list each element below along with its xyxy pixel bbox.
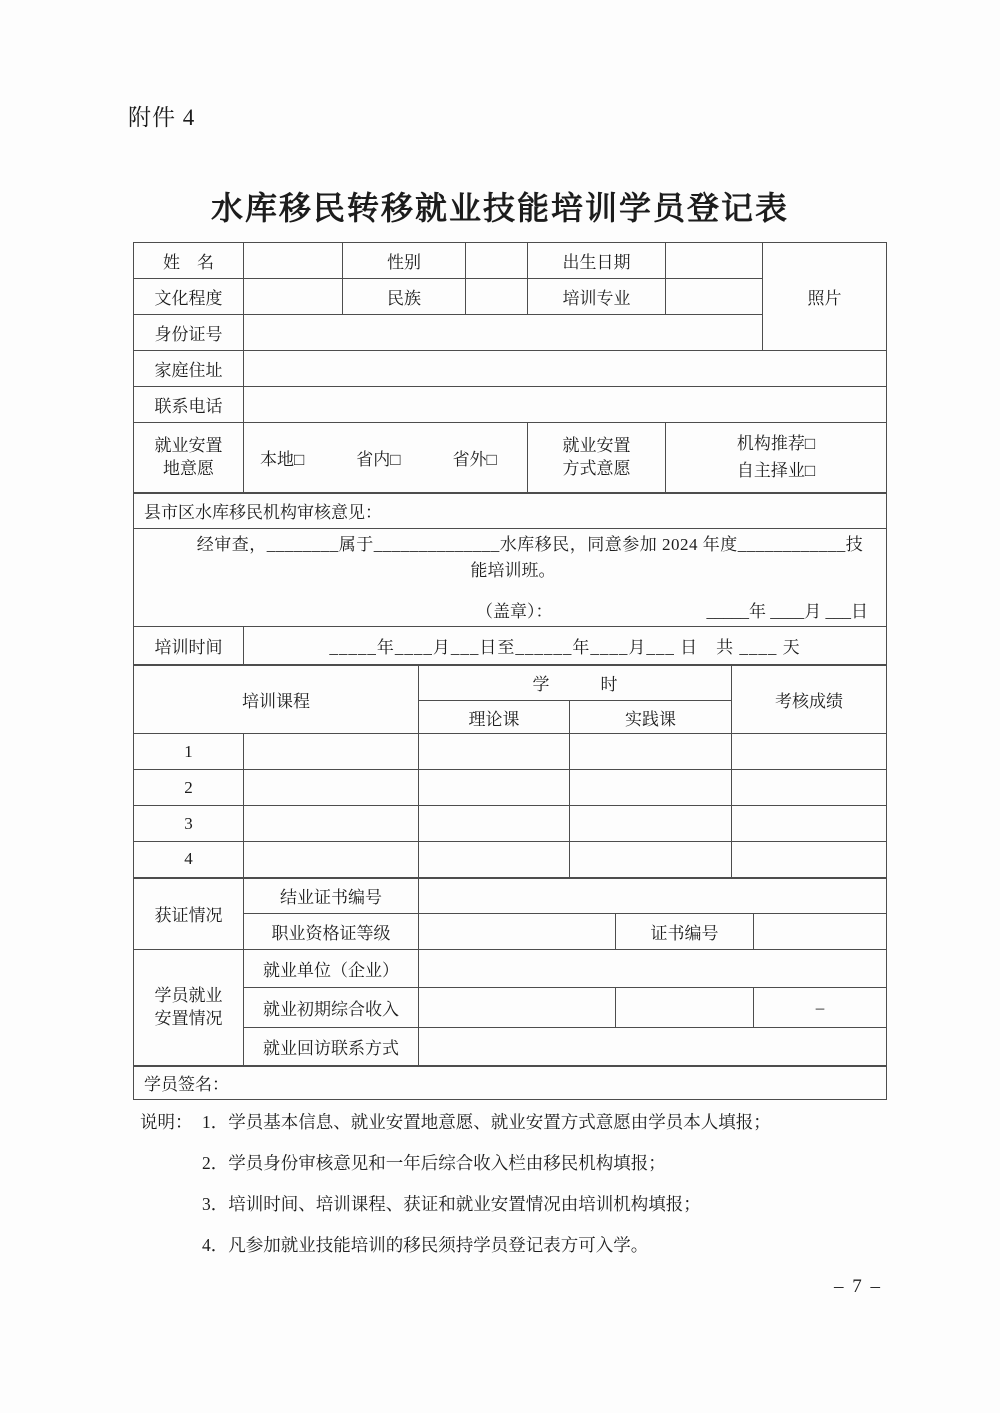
certificate-section-label: 获证情况: [134, 878, 244, 950]
note-line: [140, 1233, 888, 1257]
row-review-title: [134, 493, 887, 529]
name-value-cell: [244, 243, 343, 279]
cert-number-value-cell: [754, 914, 887, 950]
out-province-checkbox-option: 省外□: [452, 449, 497, 469]
practice-hours-cell: [570, 842, 732, 878]
theory-hours-cell: [419, 734, 570, 770]
income-range-dash: –: [754, 988, 887, 1028]
row-phone: [134, 387, 887, 423]
signature-label: 学员签名：: [134, 1066, 887, 1100]
education-label: 文化程度: [134, 279, 244, 315]
id-label: 身份证号: [134, 315, 244, 351]
seal-label: （盖章）：: [476, 601, 553, 621]
review-text-line2: 能培训班。: [470, 560, 556, 580]
practice-column-header: 实践课: [570, 701, 732, 734]
course-name-cell: [244, 734, 419, 770]
row-employer: [134, 950, 887, 988]
score-column-header: 考核成绩: [732, 665, 887, 734]
birth-value-cell: [666, 243, 763, 279]
phone-value-cell: [244, 387, 887, 423]
row-completion-cert: [134, 878, 887, 914]
placement-method-label: 就业安置 方式意愿: [528, 423, 666, 493]
income-value-cell-1: [419, 988, 616, 1028]
row-name: [134, 243, 887, 279]
placement-location-label: 就业安置 地意愿: [134, 423, 244, 493]
local-checkbox-option: 本地□: [260, 449, 305, 469]
hours-column-header: 学 时: [419, 665, 732, 701]
row-signature: [134, 1066, 887, 1100]
row-return-visit: [134, 1028, 887, 1066]
row-qualification-cert: [134, 914, 887, 950]
return-visit-value-cell: [419, 1028, 887, 1066]
employment-section-label: 学员就业 安置情况: [134, 950, 244, 1066]
ethnicity-label: 民族: [343, 279, 466, 315]
registration-form-table: [133, 242, 887, 1100]
theory-hours-cell: [419, 806, 570, 842]
review-title: 县市区水库移民机构审核意见：: [134, 493, 887, 529]
course-number: 4: [134, 842, 244, 878]
qualification-level-label: 职业资格证等级: [244, 914, 419, 950]
phone-label: 联系电话: [134, 387, 244, 423]
completion-cert-value-cell: [419, 878, 887, 914]
course-name-cell: [244, 806, 419, 842]
employer-value-cell: [419, 950, 887, 988]
row-address: [134, 351, 887, 387]
notes-section: [140, 1110, 888, 1274]
gender-value-cell: [466, 243, 528, 279]
page-number: – 7 –: [834, 1276, 882, 1297]
in-province-checkbox-option: 省内□: [356, 449, 401, 469]
review-text-line1: 经审查，________属于______________水库移民，同意参加 2024 年度____________技: [196, 534, 864, 554]
note-item-3: 3．培训时间、培训课程、获证和就业安置情况由培训机构填报；: [202, 1194, 701, 1214]
score-cell: [732, 806, 887, 842]
major-label: 培训专业: [528, 279, 666, 315]
score-cell: [732, 770, 887, 806]
course-number: 2: [134, 770, 244, 806]
agency-recommend-checkbox-option: 机构推荐□: [736, 434, 816, 454]
ethnicity-value-cell: [466, 279, 528, 315]
row-placement-preference: [134, 423, 887, 493]
placement-location-options: [244, 423, 528, 493]
course-row: [134, 806, 887, 842]
completion-cert-label: 结业证书编号: [244, 878, 419, 914]
employer-label: 就业单位（企业）: [244, 950, 419, 988]
self-employment-checkbox-option: 自主择业□: [736, 461, 816, 481]
theory-column-header: 理论课: [419, 701, 570, 734]
attachment-label: 附件 4: [128, 105, 196, 130]
notes-prefix: 说明：: [140, 1112, 193, 1132]
note-item-4: 4．凡参加就业技能培训的移民须持学员登记表方可入学。: [202, 1235, 649, 1255]
note-line: [140, 1110, 888, 1134]
row-income: [134, 988, 887, 1028]
practice-hours-cell: [570, 806, 732, 842]
note-line: [140, 1192, 888, 1216]
income-label: 就业初期综合收入: [244, 988, 419, 1028]
id-value-cell: [244, 315, 763, 351]
course-name-cell: [244, 842, 419, 878]
photo-box: 照片: [763, 243, 887, 351]
page-title: 水库移民转移就业技能培训学员登记表: [210, 190, 789, 226]
course-name-cell: [244, 770, 419, 806]
placement-method-options: [666, 423, 887, 493]
row-course-header: [134, 665, 887, 701]
row-training-time: [134, 627, 887, 665]
note-line: [140, 1151, 888, 1175]
score-cell: [732, 842, 887, 878]
address-label: 家庭住址: [134, 351, 244, 387]
row-review-body: [134, 529, 887, 627]
theory-hours-cell: [419, 770, 570, 806]
course-row: [134, 734, 887, 770]
gender-label: 性别: [343, 243, 466, 279]
note-item-2: 2．学员身份审核意见和一年后综合收入栏由移民机构填报；: [202, 1153, 666, 1173]
course-number: 3: [134, 806, 244, 842]
qualification-level-value-cell: [419, 914, 616, 950]
review-body: [134, 529, 887, 627]
theory-hours-cell: [419, 842, 570, 878]
education-value-cell: [244, 279, 343, 315]
course-row: [134, 842, 887, 878]
course-row: [134, 770, 887, 806]
practice-hours-cell: [570, 734, 732, 770]
course-number: 1: [134, 734, 244, 770]
note-item-1: 1．学员基本信息、就业安置地意愿、就业安置方式意愿由学员本人填报；: [202, 1112, 771, 1132]
score-cell: [732, 734, 887, 770]
name-label: 姓 名: [134, 243, 244, 279]
return-visit-label: 就业回访联系方式: [244, 1028, 419, 1066]
course-column-header: 培训课程: [134, 665, 419, 734]
training-time-label: 培训时间: [134, 627, 244, 665]
birth-label: 出生日期: [528, 243, 666, 279]
practice-hours-cell: [570, 770, 732, 806]
training-time-value: _____年____月___日至______年____月___ 日 共 ____ 天: [244, 627, 887, 665]
cert-number-label: 证书编号: [616, 914, 754, 950]
seal-date-blanks: _____年 ____月 ___日: [706, 601, 869, 621]
address-value-cell: [244, 351, 887, 387]
major-value-cell: [666, 279, 763, 315]
income-value-cell-2: [616, 988, 754, 1028]
